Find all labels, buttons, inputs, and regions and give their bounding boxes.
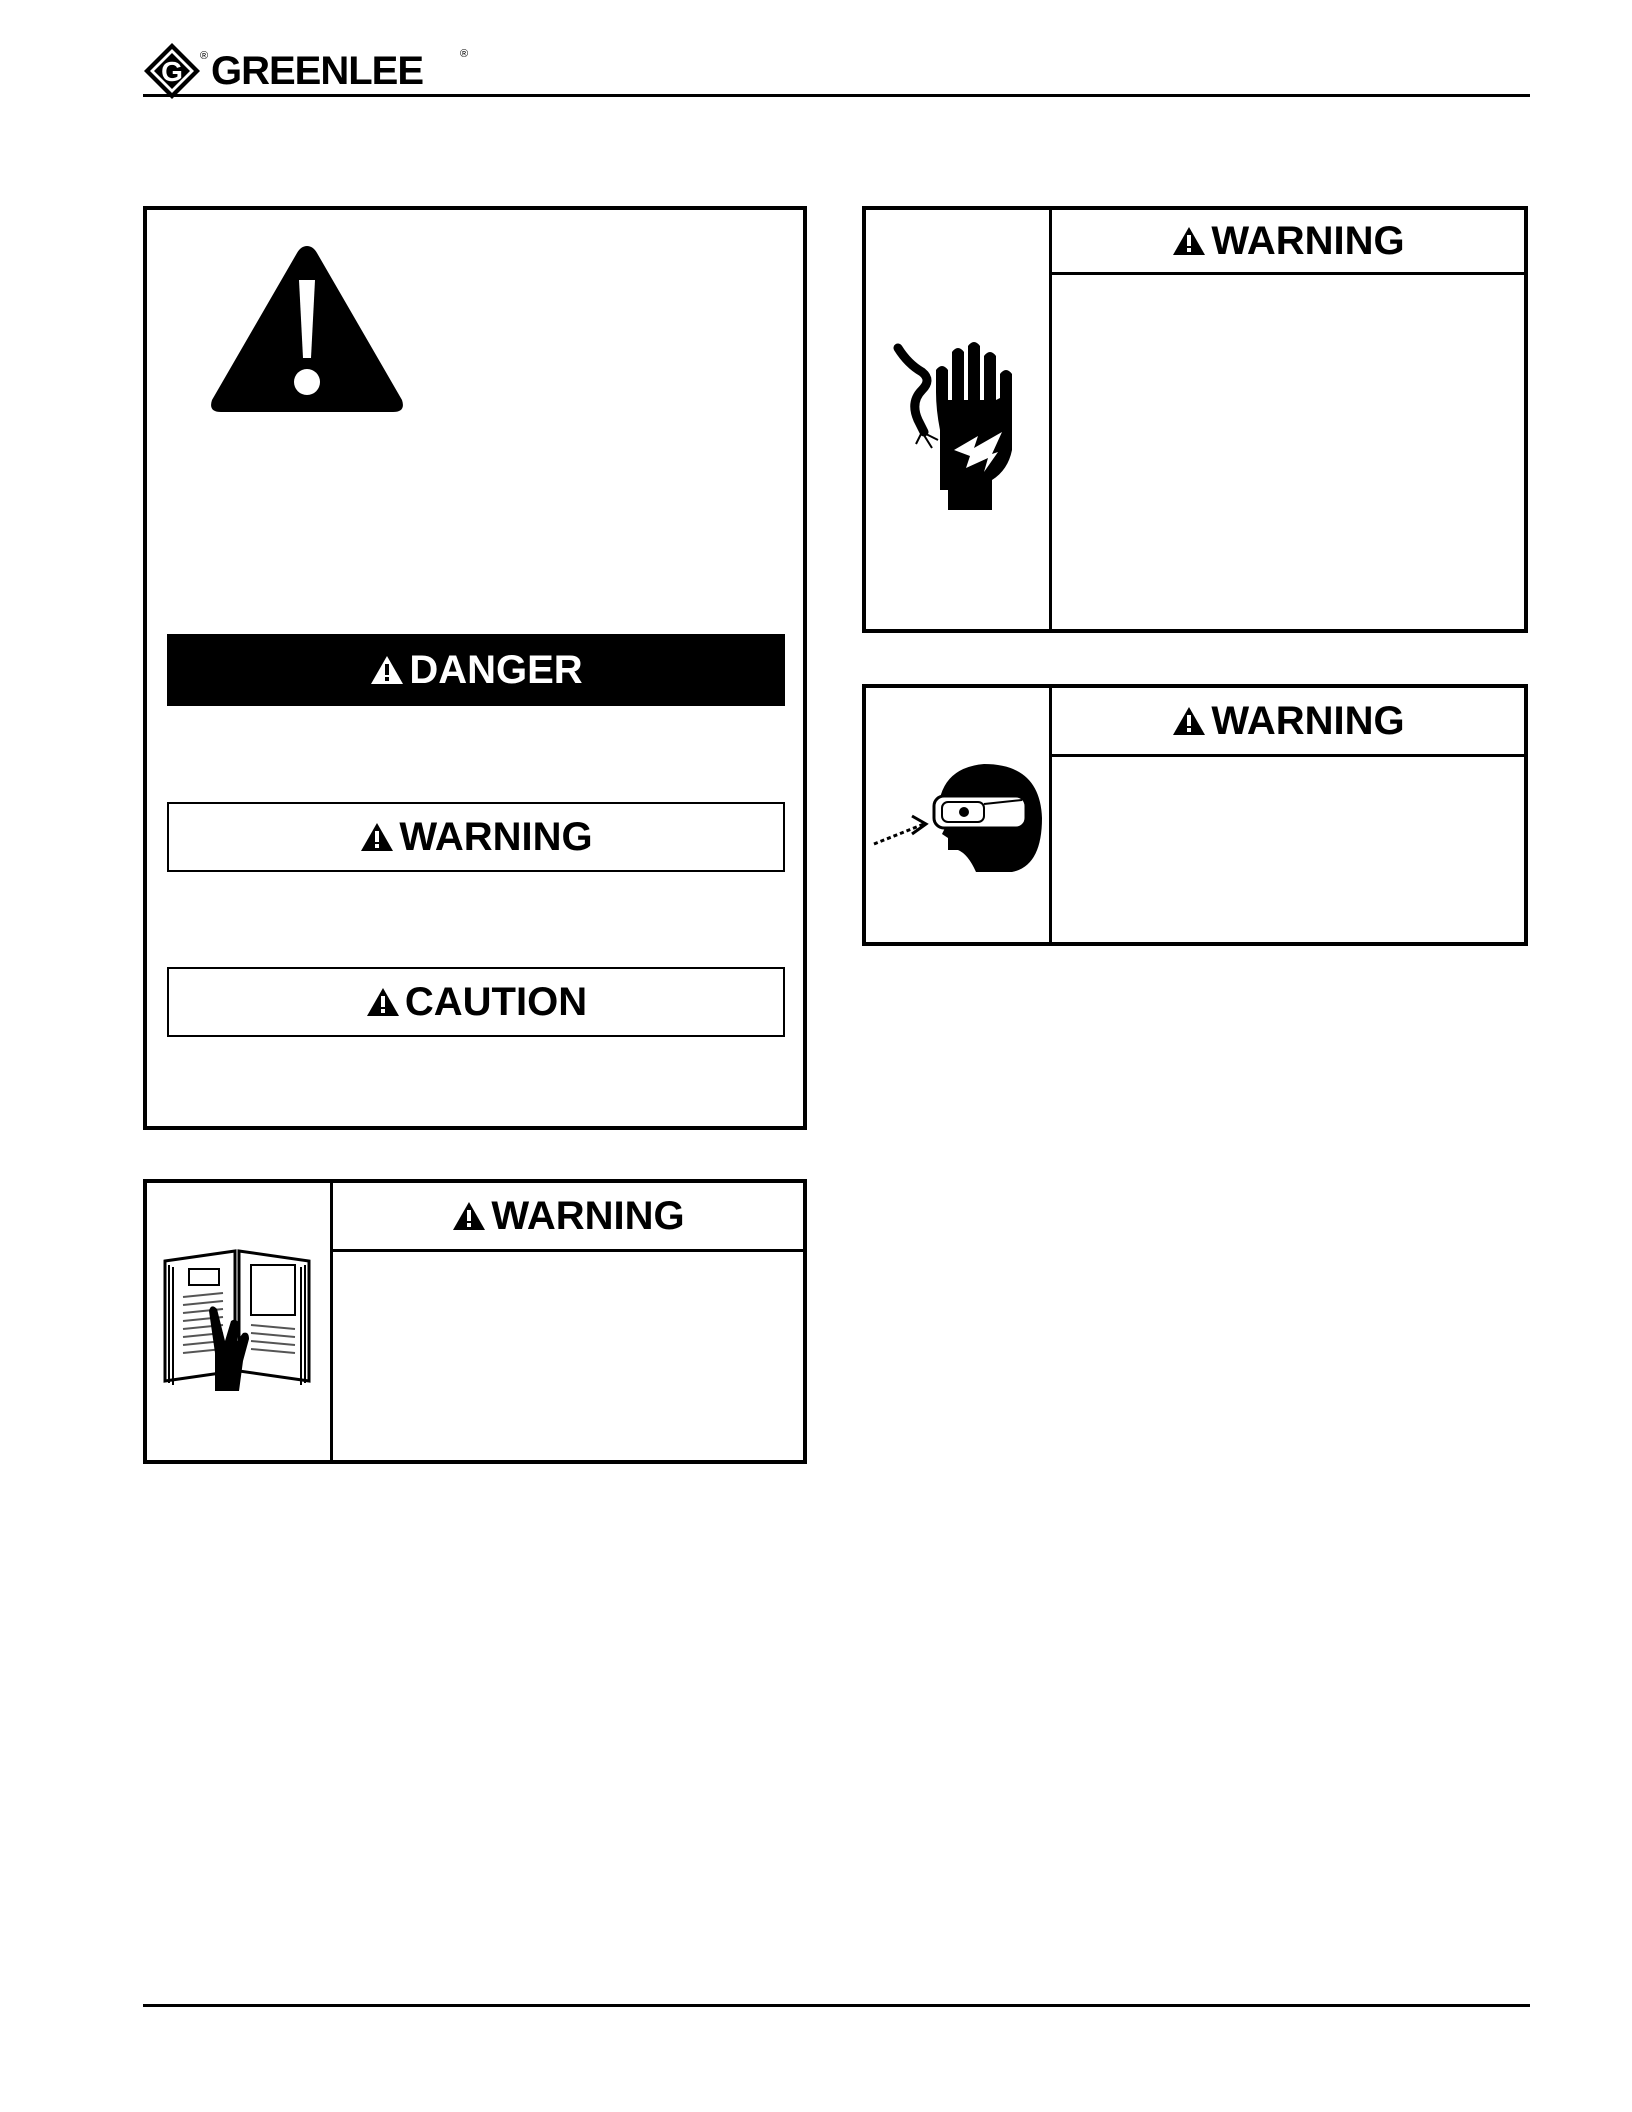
warning-alert-icon <box>1171 225 1207 257</box>
danger-signal-bar <box>167 634 785 706</box>
brand-name: GREENLEE <box>211 49 424 93</box>
warning-triangle-icon <box>207 240 407 418</box>
read-manual-warning-header <box>333 1183 803 1249</box>
warning-label: WARNING <box>399 814 593 859</box>
header-divider <box>1052 272 1524 275</box>
eye-protection-icon <box>872 754 1048 884</box>
eye-protection-warning-label: WARNING <box>1211 698 1405 743</box>
warning-alert-icon <box>1171 705 1207 737</box>
greenlee-logo-icon <box>143 42 201 100</box>
warning-alert-icon <box>359 821 395 853</box>
header-divider <box>1052 754 1524 757</box>
danger-label: DANGER <box>409 647 583 692</box>
eye-protection-warning-box <box>862 684 1528 946</box>
caution-signal-bar <box>167 967 785 1037</box>
danger-alert-icon <box>369 654 405 686</box>
electric-shock-warning-label: WARNING <box>1211 218 1405 263</box>
caution-alert-icon <box>365 986 401 1018</box>
eye-protection-warning-header <box>1052 688 1524 754</box>
safety-alert-box <box>143 206 807 1130</box>
electric-shock-warning-header <box>1052 210 1524 272</box>
header-divider <box>333 1249 803 1252</box>
greenlee-logo <box>143 42 483 98</box>
warning-alert-icon <box>451 1200 487 1232</box>
svg-text:G: G <box>161 56 183 87</box>
electric-shock-icon <box>892 340 1022 510</box>
footer-rule <box>143 2004 1530 2007</box>
warning-signal-bar <box>167 802 785 872</box>
read-manual-warning-label: WARNING <box>491 1193 685 1238</box>
logo-registered-mark: ® <box>200 50 209 62</box>
header-rule <box>143 94 1530 97</box>
caution-label: CAUTION <box>404 979 588 1024</box>
read-manual-warning-box <box>143 1179 807 1464</box>
brand-registered-mark: ® <box>460 48 469 60</box>
read-manual-icon <box>159 1241 319 1401</box>
electric-shock-warning-box <box>862 206 1528 633</box>
